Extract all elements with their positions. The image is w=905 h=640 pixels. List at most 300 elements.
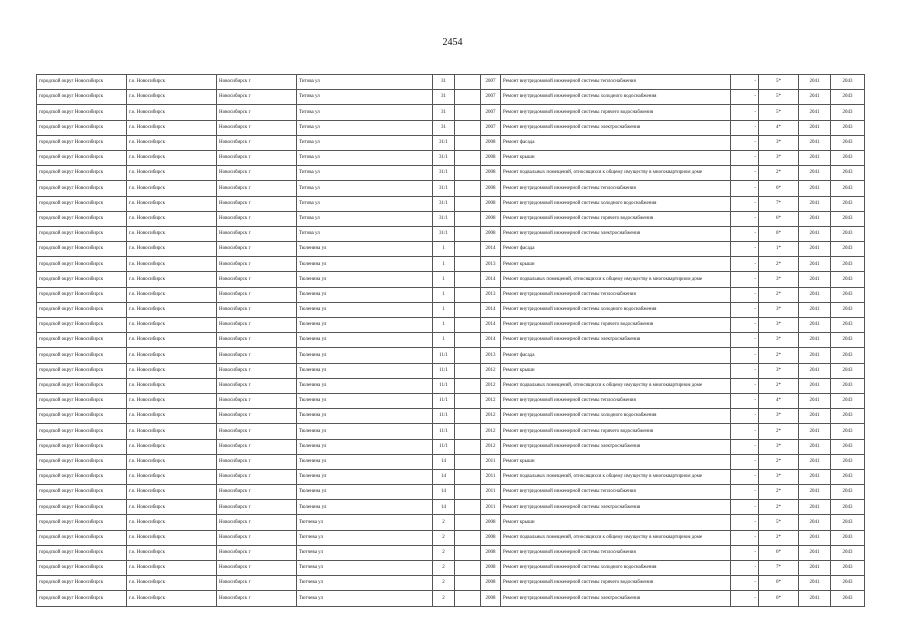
table-row (37, 576, 865, 591)
value-cell: - (731, 120, 759, 135)
street-cell: Тютчева ул (297, 561, 433, 576)
score-cell: 3* (759, 272, 799, 287)
end-year-cell: 2043 (831, 393, 865, 408)
score-cell: 2* (759, 485, 799, 500)
district-cell: г.о. Новосибирск (127, 181, 217, 196)
municipality-cell: городской округ Новосибирск (37, 454, 127, 469)
municipality-cell: городской округ Новосибирск (37, 90, 127, 105)
end-year-cell: 2043 (831, 196, 865, 211)
end-year-cell: 2043 (831, 561, 865, 576)
building-cell (455, 166, 481, 181)
table-row (37, 105, 865, 120)
table-row (37, 378, 865, 393)
score-cell: 2* (759, 348, 799, 363)
value-cell: - (731, 150, 759, 165)
locality-cell: Новосибирск г (217, 500, 297, 515)
work-type-cell: Ремонт крыши (501, 363, 731, 378)
capital-repair-table (36, 74, 865, 607)
score-cell: 2* (759, 378, 799, 393)
locality-cell: Новосибирск г (217, 348, 297, 363)
locality-cell: Новосибирск г (217, 454, 297, 469)
score-cell: 3* (759, 302, 799, 317)
work-type-cell: Ремонт внутридомовой инженерной системы электроснабжения (501, 333, 731, 348)
value-cell: - (731, 348, 759, 363)
end-year-cell: 2043 (831, 454, 865, 469)
house-cell: 31/1 (433, 226, 455, 241)
work-type-cell: Ремонт внутридомовой инженерной системы горячего водоснабжения (501, 424, 731, 439)
street-cell: Тюленина ул (297, 454, 433, 469)
street-cell: Тюленина ул (297, 485, 433, 500)
municipality-cell: городской округ Новосибирск (37, 515, 127, 530)
year-cell: 2011 (481, 500, 501, 515)
locality-cell: Новосибирск г (217, 196, 297, 211)
locality-cell: Новосибирск г (217, 515, 297, 530)
end-year-cell: 2043 (831, 242, 865, 257)
district-cell: г.о. Новосибирск (127, 105, 217, 120)
house-cell: 31/1 (433, 181, 455, 196)
municipality-cell: городской округ Новосибирск (37, 409, 127, 424)
start-year-cell: 2041 (799, 485, 831, 500)
district-cell: г.о. Новосибирск (127, 150, 217, 165)
municipality-cell: городской округ Новосибирск (37, 424, 127, 439)
score-cell: 4* (759, 120, 799, 135)
building-cell (455, 424, 481, 439)
score-cell: 3* (759, 135, 799, 150)
year-cell: 2008 (481, 545, 501, 560)
district-cell: г.о. Новосибирск (127, 318, 217, 333)
start-year-cell: 2041 (799, 393, 831, 408)
house-cell: 2 (433, 545, 455, 560)
street-cell: Титова ул (297, 105, 433, 120)
street-cell: Тюленина ул (297, 409, 433, 424)
building-cell (455, 287, 481, 302)
district-cell: г.о. Новосибирск (127, 348, 217, 363)
municipality-cell: городской округ Новосибирск (37, 287, 127, 302)
building-cell (455, 378, 481, 393)
year-cell: 2014 (481, 333, 501, 348)
district-cell: г.о. Новосибирск (127, 576, 217, 591)
end-year-cell: 2043 (831, 272, 865, 287)
locality-cell: Новосибирск г (217, 591, 297, 606)
year-cell: 2008 (481, 150, 501, 165)
value-cell: - (731, 333, 759, 348)
work-type-cell: Ремонт подвальных помещений, относящихся к общему имуществу в многоквартирном доме (501, 272, 731, 287)
street-cell: Тюленина ул (297, 257, 433, 272)
table-row (37, 90, 865, 105)
street-cell: Тюленина ул (297, 378, 433, 393)
start-year-cell: 2041 (799, 302, 831, 317)
locality-cell: Новосибирск г (217, 576, 297, 591)
value-cell: - (731, 166, 759, 181)
start-year-cell: 2041 (799, 287, 831, 302)
building-cell (455, 439, 481, 454)
locality-cell: Новосибирск г (217, 105, 297, 120)
end-year-cell: 2043 (831, 75, 865, 90)
locality-cell: Новосибирск г (217, 302, 297, 317)
value-cell: - (731, 378, 759, 393)
work-type-cell: Ремонт фасада (501, 348, 731, 363)
score-cell: 6* (759, 576, 799, 591)
district-cell: г.о. Новосибирск (127, 75, 217, 90)
building-cell (455, 181, 481, 196)
year-cell: 2011 (481, 469, 501, 484)
year-cell: 2008 (481, 181, 501, 196)
end-year-cell: 2043 (831, 545, 865, 560)
work-type-cell: Ремонт внутридомовой инженерной системы горячего водоснабжения (501, 318, 731, 333)
street-cell: Тюленина ул (297, 318, 433, 333)
value-cell: - (731, 226, 759, 241)
building-cell (455, 591, 481, 606)
table-row (37, 561, 865, 576)
value-cell: - (731, 75, 759, 90)
work-type-cell: Ремонт внутридомовой инженерной системы холодного водоснабжения (501, 561, 731, 576)
table-row (37, 439, 865, 454)
start-year-cell: 2041 (799, 196, 831, 211)
score-cell: 6* (759, 211, 799, 226)
locality-cell: Новосибирск г (217, 378, 297, 393)
score-cell: 3* (759, 318, 799, 333)
street-cell: Титова ул (297, 166, 433, 181)
start-year-cell: 2041 (799, 75, 831, 90)
end-year-cell: 2043 (831, 135, 865, 150)
district-cell: г.о. Новосибирск (127, 424, 217, 439)
start-year-cell: 2041 (799, 272, 831, 287)
start-year-cell: 2041 (799, 318, 831, 333)
work-type-cell: Ремонт подвальных помещений, относящихся к общему имуществу в многоквартирном доме (501, 378, 731, 393)
work-type-cell: Ремонт внутридомовой инженерной системы теплоснабжения (501, 287, 731, 302)
start-year-cell: 2041 (799, 530, 831, 545)
district-cell: г.о. Новосибирск (127, 545, 217, 560)
municipality-cell: городской округ Новосибирск (37, 226, 127, 241)
table-row (37, 393, 865, 408)
district-cell: г.о. Новосибирск (127, 515, 217, 530)
end-year-cell: 2043 (831, 318, 865, 333)
start-year-cell: 2041 (799, 90, 831, 105)
score-cell: 7* (759, 561, 799, 576)
value-cell: - (731, 242, 759, 257)
district-cell: г.о. Новосибирск (127, 530, 217, 545)
building-cell (455, 150, 481, 165)
district-cell: г.о. Новосибирск (127, 591, 217, 606)
table-row (37, 424, 865, 439)
street-cell: Тюленина ул (297, 302, 433, 317)
value-cell: - (731, 363, 759, 378)
street-cell: Титова ул (297, 150, 433, 165)
district-cell: г.о. Новосибирск (127, 257, 217, 272)
building-cell (455, 393, 481, 408)
street-cell: Тюленина ул (297, 500, 433, 515)
work-type-cell: Ремонт фасада (501, 242, 731, 257)
municipality-cell: городской округ Новосибирск (37, 378, 127, 393)
locality-cell: Новосибирск г (217, 242, 297, 257)
table-row (37, 196, 865, 211)
year-cell: 2011 (481, 485, 501, 500)
start-year-cell: 2041 (799, 150, 831, 165)
year-cell: 2011 (481, 454, 501, 469)
value-cell: - (731, 591, 759, 606)
start-year-cell: 2041 (799, 409, 831, 424)
end-year-cell: 2043 (831, 439, 865, 454)
end-year-cell: 2043 (831, 90, 865, 105)
municipality-cell: городской округ Новосибирск (37, 120, 127, 135)
table-row (37, 318, 865, 333)
value-cell: - (731, 196, 759, 211)
score-cell: 2* (759, 424, 799, 439)
table-row (37, 211, 865, 226)
value-cell: - (731, 424, 759, 439)
start-year-cell: 2041 (799, 454, 831, 469)
street-cell: Тюленина ул (297, 242, 433, 257)
building-cell (455, 318, 481, 333)
locality-cell: Новосибирск г (217, 272, 297, 287)
street-cell: Тюленина ул (297, 272, 433, 287)
work-type-cell: Ремонт крыши (501, 150, 731, 165)
table-row (37, 272, 865, 287)
end-year-cell: 2043 (831, 287, 865, 302)
start-year-cell: 2041 (799, 242, 831, 257)
year-cell: 2014 (481, 242, 501, 257)
house-cell: 2 (433, 591, 455, 606)
start-year-cell: 2041 (799, 363, 831, 378)
house-cell: 11/1 (433, 393, 455, 408)
street-cell: Титова ул (297, 90, 433, 105)
start-year-cell: 2041 (799, 135, 831, 150)
year-cell: 2012 (481, 424, 501, 439)
end-year-cell: 2043 (831, 302, 865, 317)
table-row (37, 181, 865, 196)
table-row (37, 500, 865, 515)
street-cell: Титова ул (297, 211, 433, 226)
work-type-cell: Ремонт внутридомовой инженерной системы холодного водоснабжения (501, 302, 731, 317)
street-cell: Титова ул (297, 75, 433, 90)
district-cell: г.о. Новосибирск (127, 333, 217, 348)
work-type-cell: Ремонт внутридомовой инженерной системы электроснабжения (501, 591, 731, 606)
work-type-cell: Ремонт подвальных помещений, относящихся к общему имуществу в многоквартирном доме (501, 166, 731, 181)
work-type-cell: Ремонт внутридомовой инженерной системы электроснабжения (501, 439, 731, 454)
house-cell: 1 (433, 333, 455, 348)
district-cell: г.о. Новосибирск (127, 363, 217, 378)
end-year-cell: 2043 (831, 591, 865, 606)
house-cell: 14 (433, 500, 455, 515)
value-cell: - (731, 257, 759, 272)
score-cell: 5* (759, 105, 799, 120)
house-cell: 1 (433, 302, 455, 317)
end-year-cell: 2043 (831, 409, 865, 424)
value-cell: - (731, 272, 759, 287)
house-cell: 14 (433, 454, 455, 469)
house-cell: 2 (433, 561, 455, 576)
year-cell: 2014 (481, 302, 501, 317)
start-year-cell: 2041 (799, 105, 831, 120)
house-cell: 11/1 (433, 378, 455, 393)
street-cell: Титова ул (297, 226, 433, 241)
year-cell: 2013 (481, 348, 501, 363)
year-cell: 2008 (481, 515, 501, 530)
end-year-cell: 2043 (831, 211, 865, 226)
building-cell (455, 454, 481, 469)
start-year-cell: 2041 (799, 333, 831, 348)
start-year-cell: 2041 (799, 348, 831, 363)
building-cell (455, 196, 481, 211)
locality-cell: Новосибирск г (217, 545, 297, 560)
work-type-cell: Ремонт внутридомовой инженерной системы электроснабжения (501, 120, 731, 135)
building-cell (455, 135, 481, 150)
end-year-cell: 2043 (831, 120, 865, 135)
work-type-cell: Ремонт подвальных помещений, относящихся к общему имуществу в многоквартирном доме (501, 469, 731, 484)
district-cell: г.о. Новосибирск (127, 166, 217, 181)
score-cell: 2* (759, 287, 799, 302)
end-year-cell: 2043 (831, 485, 865, 500)
year-cell: 2008 (481, 561, 501, 576)
locality-cell: Новосибирск г (217, 439, 297, 454)
table-row (37, 485, 865, 500)
table-row (37, 545, 865, 560)
year-cell: 2012 (481, 393, 501, 408)
value-cell: - (731, 469, 759, 484)
building-cell (455, 257, 481, 272)
start-year-cell: 2041 (799, 181, 831, 196)
year-cell: 2008 (481, 211, 501, 226)
locality-cell: Новосибирск г (217, 181, 297, 196)
street-cell: Тюленина ул (297, 393, 433, 408)
locality-cell: Новосибирск г (217, 75, 297, 90)
table-row (37, 363, 865, 378)
street-cell: Тютчева ул (297, 545, 433, 560)
score-cell: 1* (759, 242, 799, 257)
table-row (37, 348, 865, 363)
score-cell: 6* (759, 226, 799, 241)
value-cell: - (731, 409, 759, 424)
building-cell (455, 242, 481, 257)
start-year-cell: 2041 (799, 591, 831, 606)
street-cell: Тюленина ул (297, 287, 433, 302)
year-cell: 2012 (481, 378, 501, 393)
municipality-cell: городской округ Новосибирск (37, 302, 127, 317)
start-year-cell: 2041 (799, 561, 831, 576)
house-cell: 1 (433, 318, 455, 333)
value-cell: - (731, 454, 759, 469)
work-type-cell: Ремонт крыши (501, 454, 731, 469)
value-cell: - (731, 135, 759, 150)
start-year-cell: 2041 (799, 439, 831, 454)
table-row (37, 454, 865, 469)
municipality-cell: городской округ Новосибирск (37, 150, 127, 165)
year-cell: 2014 (481, 272, 501, 287)
score-cell: 3* (759, 469, 799, 484)
building-cell (455, 409, 481, 424)
street-cell: Титова ул (297, 135, 433, 150)
district-cell: г.о. Новосибирск (127, 439, 217, 454)
work-type-cell: Ремонт внутридомовой инженерной системы теплоснабжения (501, 485, 731, 500)
municipality-cell: городской округ Новосибирск (37, 530, 127, 545)
municipality-cell: городской округ Новосибирск (37, 135, 127, 150)
locality-cell: Новосибирск г (217, 469, 297, 484)
end-year-cell: 2043 (831, 257, 865, 272)
municipality-cell: городской округ Новосибирск (37, 348, 127, 363)
building-cell (455, 576, 481, 591)
municipality-cell: городской округ Новосибирск (37, 257, 127, 272)
end-year-cell: 2043 (831, 469, 865, 484)
value-cell: - (731, 393, 759, 408)
start-year-cell: 2041 (799, 211, 831, 226)
start-year-cell: 2041 (799, 424, 831, 439)
year-cell: 2008 (481, 166, 501, 181)
score-cell: 2* (759, 454, 799, 469)
work-type-cell: Ремонт фасада (501, 135, 731, 150)
start-year-cell: 2041 (799, 226, 831, 241)
year-cell: 2008 (481, 135, 501, 150)
work-type-cell: Ремонт внутридомовой инженерной системы горячего водоснабжения (501, 576, 731, 591)
building-cell (455, 515, 481, 530)
value-cell: - (731, 211, 759, 226)
score-cell: 3* (759, 439, 799, 454)
table-row (37, 75, 865, 90)
score-cell: 5* (759, 90, 799, 105)
building-cell (455, 90, 481, 105)
score-cell: 4* (759, 393, 799, 408)
value-cell: - (731, 302, 759, 317)
work-type-cell: Ремонт внутридомовой инженерной системы теплоснабжения (501, 181, 731, 196)
table-row (37, 409, 865, 424)
building-cell (455, 226, 481, 241)
building-cell (455, 333, 481, 348)
district-cell: г.о. Новосибирск (127, 272, 217, 287)
end-year-cell: 2043 (831, 530, 865, 545)
work-type-cell: Ремонт крыши (501, 257, 731, 272)
year-cell: 2008 (481, 196, 501, 211)
table-body (37, 75, 865, 607)
work-type-cell: Ремонт подвальных помещений, относящихся к общему имуществу в многоквартирном доме (501, 530, 731, 545)
value-cell: - (731, 90, 759, 105)
municipality-cell: городской округ Новосибирск (37, 561, 127, 576)
municipality-cell: городской округ Новосибирск (37, 211, 127, 226)
house-cell: 11/1 (433, 439, 455, 454)
locality-cell: Новосибирск г (217, 393, 297, 408)
page-number: 2454 (442, 37, 463, 48)
score-cell: 3* (759, 363, 799, 378)
start-year-cell: 2041 (799, 515, 831, 530)
municipality-cell: городской округ Новосибирск (37, 333, 127, 348)
building-cell (455, 363, 481, 378)
year-cell: 2007 (481, 75, 501, 90)
building-cell (455, 120, 481, 135)
start-year-cell: 2041 (799, 378, 831, 393)
house-cell: 2 (433, 576, 455, 591)
house-cell: 11/1 (433, 424, 455, 439)
municipality-cell: городской округ Новосибирск (37, 469, 127, 484)
street-cell: Титова ул (297, 196, 433, 211)
year-cell: 2012 (481, 363, 501, 378)
locality-cell: Новосибирск г (217, 166, 297, 181)
building-cell (455, 500, 481, 515)
building-cell (455, 302, 481, 317)
building-cell (455, 348, 481, 363)
locality-cell: Новосибирск г (217, 409, 297, 424)
year-cell: 2014 (481, 318, 501, 333)
score-cell: 5* (759, 515, 799, 530)
building-cell (455, 272, 481, 287)
locality-cell: Новосибирск г (217, 211, 297, 226)
municipality-cell: городской округ Новосибирск (37, 272, 127, 287)
end-year-cell: 2043 (831, 500, 865, 515)
locality-cell: Новосибирск г (217, 485, 297, 500)
building-cell (455, 211, 481, 226)
house-cell: 31/1 (433, 166, 455, 181)
table-row (37, 287, 865, 302)
score-cell: 2* (759, 166, 799, 181)
work-type-cell: Ремонт внутридомовой инженерной системы теплоснабжения (501, 393, 731, 408)
district-cell: г.о. Новосибирск (127, 500, 217, 515)
